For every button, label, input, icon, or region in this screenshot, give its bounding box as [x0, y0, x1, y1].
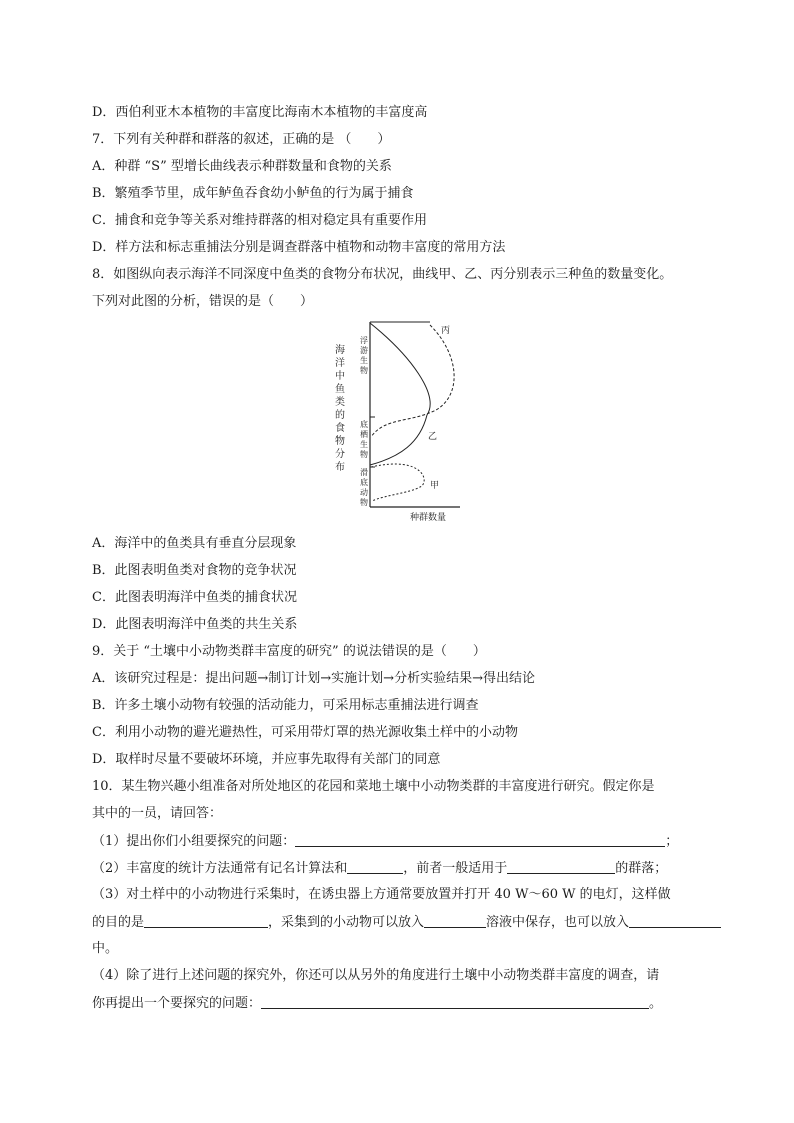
svg-text:物: 物 — [360, 498, 368, 507]
q10-part-4-continued — [92, 994, 662, 1013]
curve-bing — [371, 325, 454, 437]
q8-stem: 8．如图纵向表示海洋不同深度中鱼类的食物分布状况，曲线甲、乙、丙分别表示三种鱼的数量变化。 — [92, 267, 673, 282]
answer-blank-5[interactable] — [424, 913, 486, 928]
answer-blank-7[interactable] — [261, 994, 649, 1009]
answer-blank-1[interactable] — [295, 832, 665, 847]
svg-text:海: 海 — [335, 345, 345, 356]
q10-stem-continued: 其中的一员，请回答： — [92, 806, 223, 821]
q7-option-b: B．繁殖季节里，成年鲈鱼吞食幼小鲈鱼的行为属于捕食 — [92, 186, 414, 201]
q9-option-b: B．许多土壤小动物有较强的活动能力，可采用标志重捕法进行调查 — [92, 698, 479, 713]
y-axis-label — [335, 343, 345, 473]
q7-stem: 7．下列有关种群和群落的叙述，正确的是 （ ） — [92, 132, 391, 147]
q10-part-3-end: 中。 — [92, 941, 119, 956]
svg-text:底: 底 — [360, 420, 368, 429]
label-jia: 甲 — [430, 481, 440, 491]
q6-option-d: D．西伯利亚木本植物的丰富度比海南木本植物的丰富度高 — [92, 105, 428, 120]
q10-part-3-text-d: 溶液中保存，也可以放入 — [486, 915, 630, 930]
svg-text:浮: 浮 — [360, 336, 368, 345]
zone-benthic-label — [360, 419, 368, 459]
svg-text:底: 底 — [360, 478, 368, 487]
answer-blank-3[interactable] — [507, 859, 615, 874]
svg-text:的: 的 — [335, 410, 345, 421]
q10-part-3-text-c: ，采集到的小动物可以放入 — [268, 915, 425, 930]
q9-option-c: C．利用小动物的避光避热性，可采用带灯罩的热光源收集土样中的小动物 — [92, 725, 518, 740]
q8-option-a: A．海洋中的鱼类具有垂直分层现象 — [92, 536, 297, 551]
q10-part-4-end: 。 — [649, 996, 663, 1011]
svg-text:中: 中 — [335, 371, 345, 382]
q8-option-d: D．此图表明海洋中鱼类的共生关系 — [92, 617, 298, 632]
q10-part-2-text-b: ，前者一般适用于 — [403, 861, 508, 876]
svg-text:类: 类 — [335, 397, 345, 408]
curve-yi — [370, 323, 430, 465]
zone-plankton-label — [360, 335, 368, 375]
q9-option-a: A．该研究过程是：提出问题→制订计划→实施计划→分析实验结果→得出结论 — [92, 671, 535, 686]
label-bing: 丙 — [441, 326, 451, 336]
q7-option-a: A．种群 “S” 型增长曲线表示种群数量和食物的关系 — [92, 159, 392, 174]
svg-text:动: 动 — [360, 488, 368, 497]
q10-part-1-text: （1）提出你们小组要探究的问题： — [92, 834, 296, 849]
svg-text:分: 分 — [335, 449, 345, 460]
q10-part-4-text-b: 你再提出一个要探究的问题： — [92, 996, 262, 1011]
fish-distribution-figure — [330, 315, 470, 525]
svg-text:物: 物 — [335, 436, 345, 447]
q10-part-1-end: ； — [665, 834, 679, 849]
q10-part-1 — [92, 832, 678, 851]
q10-part-3-text-b: 的目的是 — [92, 915, 145, 930]
svg-text:布: 布 — [335, 462, 345, 473]
answer-blank-4[interactable] — [144, 913, 268, 928]
q9-option-d: D．取样时尽量不要破坏环境，并应事先取得有关部门的同意 — [92, 752, 441, 767]
svg-text:生: 生 — [360, 440, 368, 449]
q10-part-3-continued — [92, 913, 721, 932]
q9-stem: 9．关于 “土壤中小动物类群丰富度的研究” 的说法错误的是（ ） — [92, 644, 486, 659]
svg-text:洋: 洋 — [335, 358, 345, 369]
svg-text:食: 食 — [335, 423, 345, 434]
q10-part-3: （3）对土样中的小动物进行采集时，在诱虫器上方通常要放置并打开 40 W～60 W 的电灯，这样做 — [92, 887, 671, 902]
q8-stem-continued: 下列对此图的分析，错误的是（ ） — [92, 294, 314, 309]
q7-option-c: C．捕食和竞争等关系对维持群落的相对稳定具有重要作用 — [92, 213, 427, 228]
q8-option-b: B．此图表明鱼类对食物的竞争状况 — [92, 563, 297, 578]
x-axis-label: 种群数量 — [409, 513, 447, 523]
q8-option-c: C．此图表明海洋中鱼类的捕食状况 — [92, 590, 297, 605]
q10-part-2-text-a: （2）丰富度的统计方法通常有记名计算法和 — [92, 861, 348, 876]
answer-blank-2[interactable] — [347, 859, 403, 874]
q7-option-d: D．样方法和标志重捕法分别是调查群落中植物和动物丰富度的常用方法 — [92, 240, 506, 255]
q10-part-4: （4）除了进行上述问题的探究外，你还可以从另外的角度进行土壤中小动物类群丰富度的调查，请 — [92, 968, 660, 983]
svg-text:物: 物 — [360, 366, 368, 375]
q10-part-2-text-c: 的群落； — [615, 861, 668, 876]
curve-jia — [371, 464, 424, 501]
svg-text:栖: 栖 — [360, 430, 368, 439]
svg-text:生: 生 — [360, 356, 368, 365]
q10-part-2 — [92, 859, 667, 878]
svg-text:鱼: 鱼 — [335, 384, 345, 395]
answer-blank-6[interactable] — [629, 913, 721, 928]
svg-text:滑: 滑 — [360, 468, 368, 477]
label-yi: 乙 — [428, 432, 438, 442]
svg-text:游: 游 — [360, 346, 368, 355]
zone-bottom-sliding-label — [360, 467, 368, 507]
svg-text:物: 物 — [360, 450, 368, 459]
q10-stem: 10．某生物兴趣小组准备对所处地区的花园和菜地土壤中小动物类群的丰富度进行研究。假定你是 — [92, 779, 655, 794]
